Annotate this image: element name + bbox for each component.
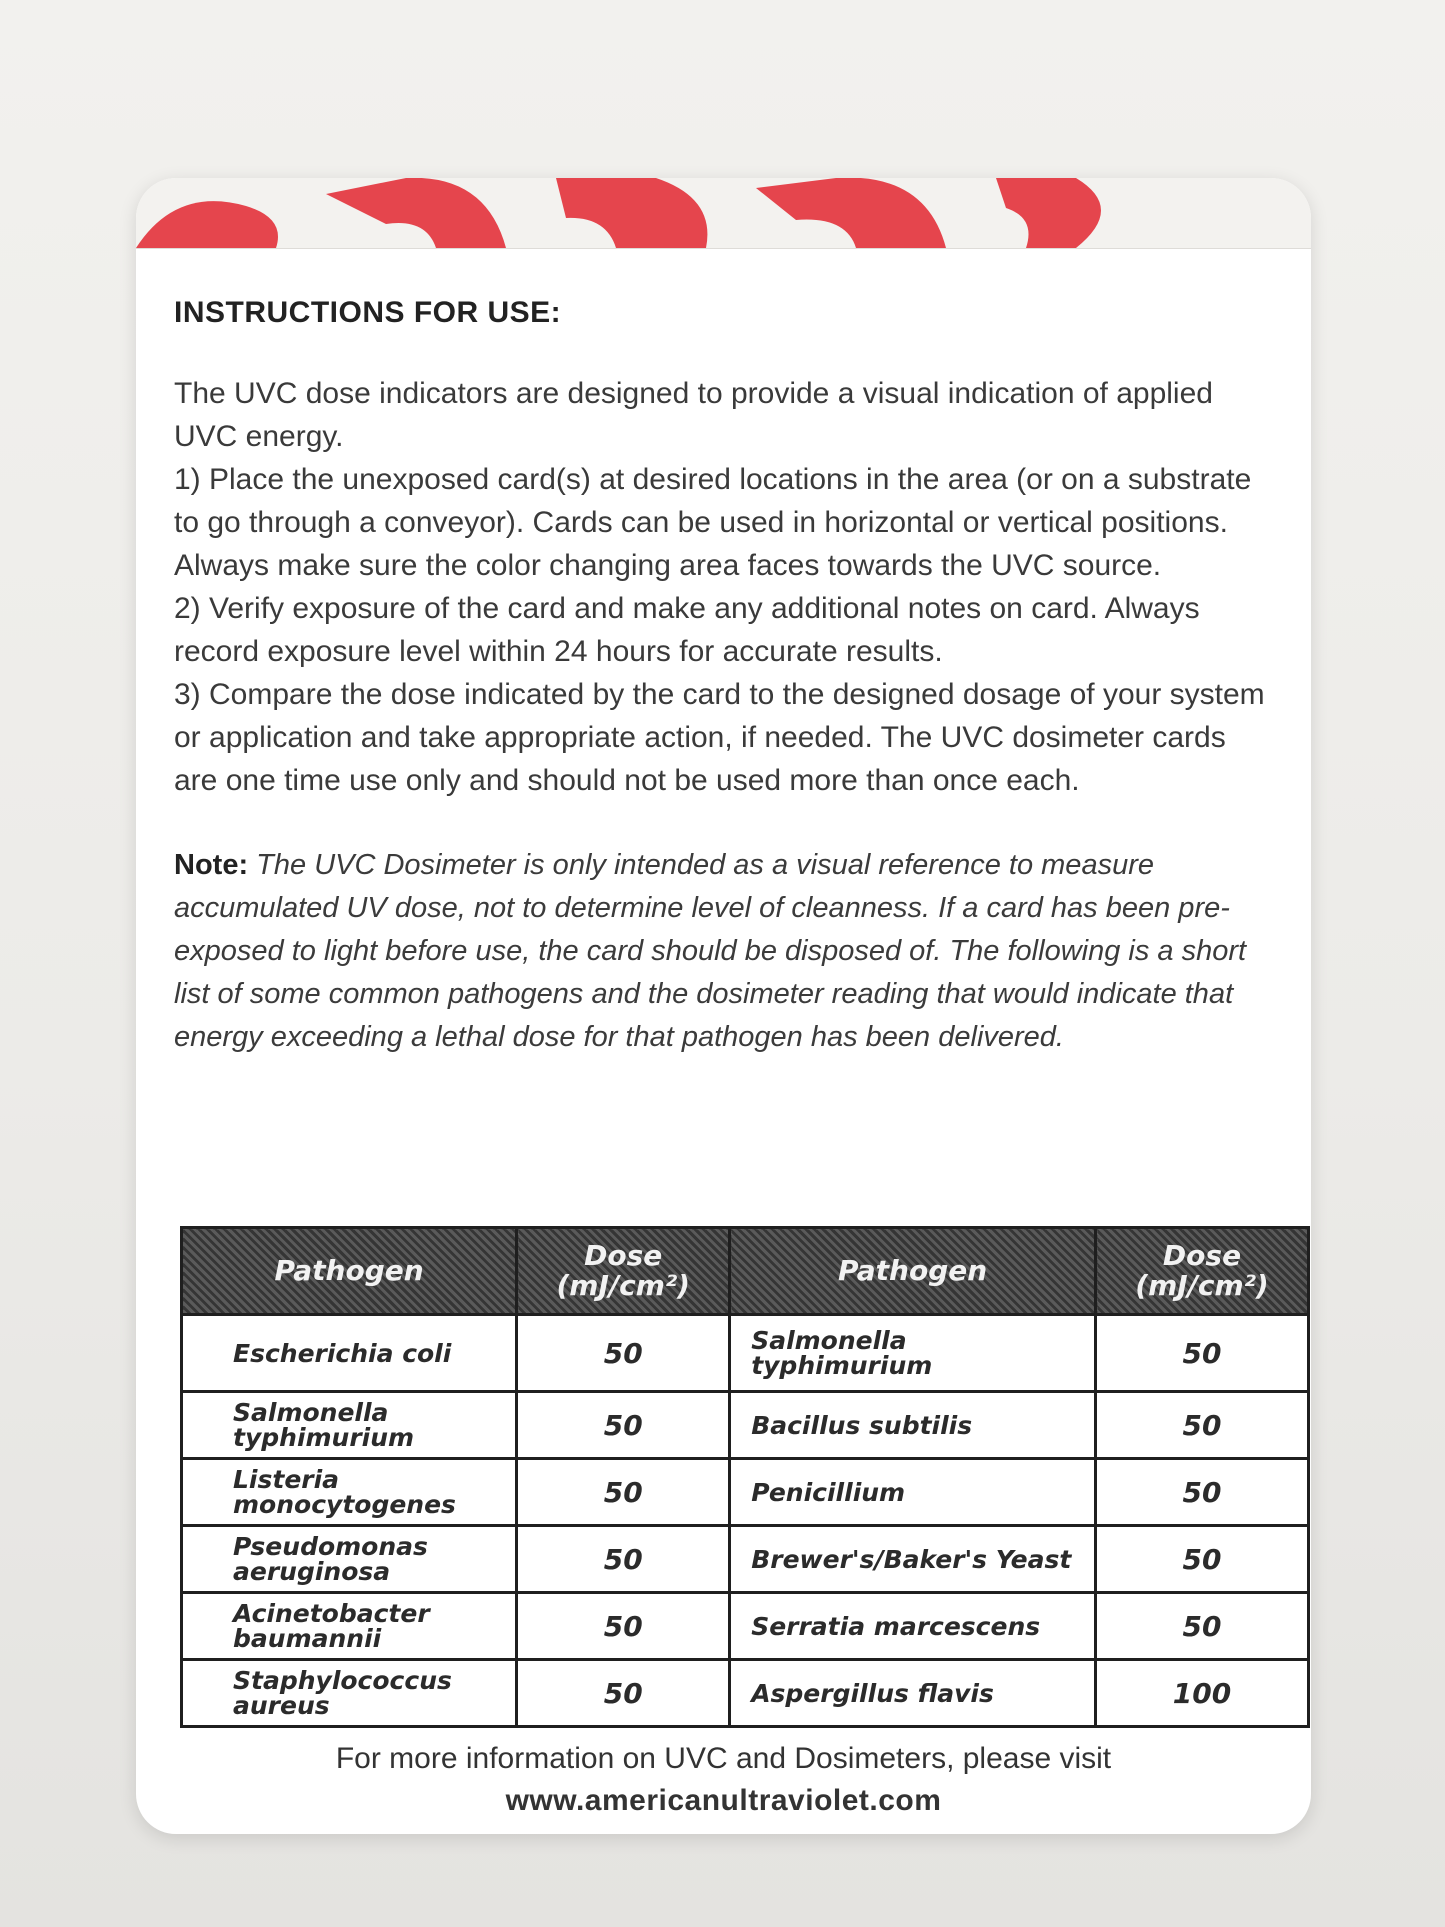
dose-cell: 50 — [517, 1660, 730, 1727]
step-1: 1) Place the unexposed card(s) at desired locations in the area (or on a substrate to go through a conveyor). Cards can be used in horizontal or vertical positions. Always make sure the color changing area faces towards the UVC source. — [174, 463, 1252, 582]
table-header: Dose (mJ/cm²) — [1096, 1228, 1309, 1315]
pathogen-cell: Penicillium — [730, 1459, 1096, 1526]
intro-paragraph: The UVC dose indicators are designed to provide a visual indication of applied UVC energy. — [174, 377, 1213, 453]
pathogen-cell: Acinetobacter baumannii — [182, 1593, 517, 1660]
dose-cell: 50 — [517, 1315, 730, 1392]
table-header-row — [182, 1228, 1309, 1315]
pathogen-cell: Serratia marcescens — [730, 1593, 1096, 1660]
pathogen-cell: Salmonella typhimurium — [730, 1315, 1096, 1392]
dose-cell: 50 — [1096, 1459, 1309, 1526]
instructions-heading: INSTRUCTIONS FOR USE: — [174, 296, 562, 329]
dose-cell: 50 — [1096, 1526, 1309, 1593]
dose-cell: 50 — [517, 1526, 730, 1593]
dose-cell: 50 — [1096, 1392, 1309, 1459]
instruction-card — [136, 178, 1311, 1834]
table-row — [182, 1315, 1309, 1392]
footer-text: For more information on UVC and Dosimeters, please visit — [335, 1742, 1112, 1775]
table-row — [182, 1459, 1309, 1526]
red-logo-pattern-icon — [136, 178, 1311, 248]
pathogen-cell: Aspergillus flavis — [730, 1660, 1096, 1727]
pathogen-cell: Salmonella typhimurium — [182, 1392, 517, 1459]
table-header: Pathogen — [730, 1228, 1096, 1315]
pathogen-dose-table — [180, 1226, 1310, 1728]
note-text: The UVC Dosimeter is only intended as a visual reference to measure accumulated UV dose, not to determine level of cleanness. If a card has been pre-exposed to light before use, the card should be disposed of. The following is a short list of some common pathogens and the dosimeter reading that would indicate that energy exceeding a lethal dose for that pathogen has been delivered. — [174, 849, 1247, 1053]
step-3: 3) Compare the dose indicated by the card to the designed dosage of your system or application and take appropriate action, if needed. The UVC dosimeter cards are one time use only and should not be used more than once each. — [174, 678, 1265, 797]
dose-cell: 50 — [517, 1593, 730, 1660]
pathogen-cell: Pseudomonas aeruginosa — [182, 1526, 517, 1593]
logo-strip — [136, 178, 1311, 249]
pathogen-cell: Escherichia coli — [182, 1315, 517, 1392]
table-row — [182, 1593, 1309, 1660]
table-row — [182, 1660, 1309, 1727]
note-paragraph — [174, 844, 1274, 1059]
step-2: 2) Verify exposure of the card and make any additional notes on card. Always record exposure level within 24 hours for accurate results. — [174, 592, 1200, 668]
pathogen-cell: Staphylococcus aureus — [182, 1660, 517, 1727]
dose-cell: 50 — [1096, 1315, 1309, 1392]
website-url: www.americanultraviolet.com — [505, 1784, 942, 1817]
dose-cell: 50 — [517, 1459, 730, 1526]
table-row — [182, 1392, 1309, 1459]
dose-cell: 100 — [1096, 1660, 1309, 1727]
dose-cell: 50 — [1096, 1593, 1309, 1660]
card-footer — [136, 1738, 1311, 1822]
pathogen-cell: Bacillus subtilis — [730, 1392, 1096, 1459]
table-header: Dose (mJ/cm²) — [517, 1228, 730, 1315]
table-header: Pathogen — [182, 1228, 517, 1315]
pathogen-cell: Listeria monocytogenes — [182, 1459, 517, 1526]
table-row — [182, 1526, 1309, 1593]
note-label: Note: — [174, 849, 249, 881]
dose-cell: 50 — [517, 1392, 730, 1459]
pathogen-cell: Brewer's/Baker's Yeast — [730, 1526, 1096, 1593]
instructions-body — [174, 296, 1274, 1059]
